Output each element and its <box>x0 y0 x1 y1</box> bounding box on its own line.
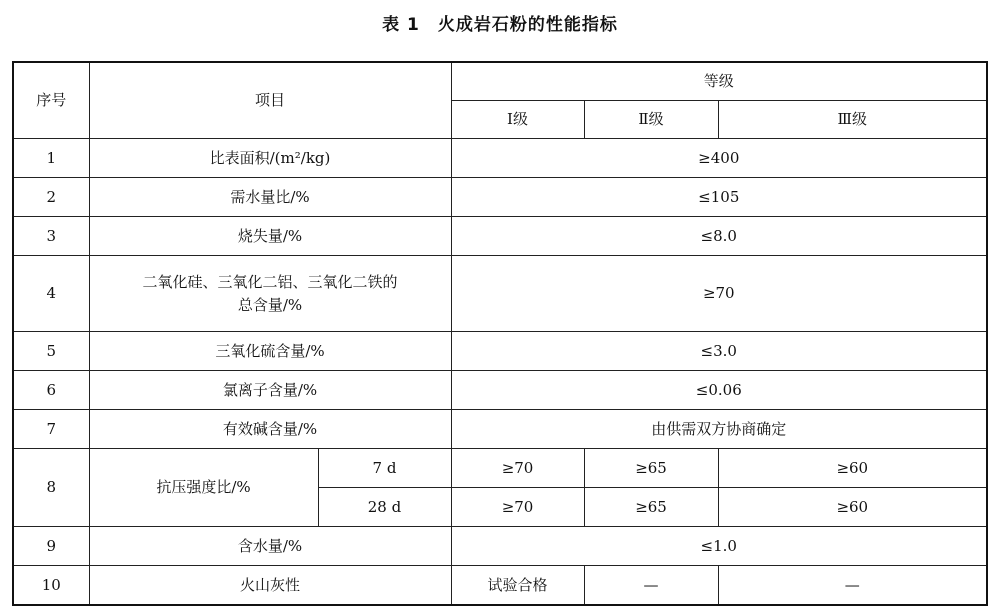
row-item-line-1: 二氧化硅、三氧化二铝、三氧化二铁的 <box>142 273 398 291</box>
row-item: 火山灰性 <box>89 566 451 606</box>
table-row <box>13 217 987 256</box>
table-row <box>13 410 987 449</box>
table-row <box>13 371 987 410</box>
row-value: ≤8.0 <box>451 217 987 256</box>
row-seq: 5 <box>13 332 89 371</box>
row-grade-3: ≥60 <box>718 449 987 488</box>
performance-table <box>12 61 988 606</box>
row-grade-2: ≥65 <box>584 449 718 488</box>
row-value: ≥70 <box>451 256 987 332</box>
row-seq: 6 <box>13 371 89 410</box>
row-seq: 10 <box>13 566 89 606</box>
row-grade-1: 试验合格 <box>451 566 584 606</box>
table-row <box>13 332 987 371</box>
row-item: 氯离子含量/% <box>89 371 451 410</box>
table-row <box>13 527 987 566</box>
row-value: ≤3.0 <box>451 332 987 371</box>
row-item: 含水量/% <box>89 527 451 566</box>
row-item: 三氧化硫含量/% <box>89 332 451 371</box>
header-item: 项目 <box>89 62 451 139</box>
table-title <box>0 10 1000 35</box>
row-item: 烧失量/% <box>89 217 451 256</box>
row-value: ≥400 <box>451 139 987 178</box>
row-age: 7 d <box>318 449 451 488</box>
row-grade-1: ≥70 <box>451 488 584 527</box>
table-row <box>13 178 987 217</box>
row-value: ≤1.0 <box>451 527 987 566</box>
row-seq: 1 <box>13 139 89 178</box>
row-seq: 8 <box>13 449 89 527</box>
row-value: ≤105 <box>451 178 987 217</box>
row-item: 比表面积/(m²/kg) <box>89 139 451 178</box>
row-item: 需水量比/% <box>89 178 451 217</box>
row-item: 抗压强度比/% <box>89 449 318 527</box>
row-seq: 3 <box>13 217 89 256</box>
row-grade-2: ≥65 <box>584 488 718 527</box>
table-row <box>13 139 987 178</box>
row-grade-3: ≥60 <box>718 488 987 527</box>
header-seq: 序号 <box>13 62 89 139</box>
row-seq: 7 <box>13 410 89 449</box>
row-item: 有效碱含量/% <box>89 410 451 449</box>
row-seq: 2 <box>13 178 89 217</box>
row-seq: 4 <box>13 256 89 332</box>
table-caption: 火成岩石粉的性能指标 <box>437 15 618 35</box>
row-grade-2: — <box>584 566 718 606</box>
header-row-1 <box>13 62 987 101</box>
header-grade-1: Ⅰ级 <box>451 101 584 139</box>
row-value: 由供需双方协商确定 <box>451 410 987 449</box>
header-grade: 等级 <box>451 62 987 101</box>
table-row <box>13 449 987 488</box>
row-grade-3: — <box>718 566 987 606</box>
row-value: ≤0.06 <box>451 371 987 410</box>
table-row <box>13 566 987 606</box>
row-grade-1: ≥70 <box>451 449 584 488</box>
row-item <box>89 256 451 332</box>
table-number: 表 1 <box>382 15 420 35</box>
header-grade-2: Ⅱ级 <box>584 101 718 139</box>
row-age: 28 d <box>318 488 451 527</box>
row-seq: 9 <box>13 527 89 566</box>
row-item-line-2: 总含量/% <box>237 295 303 314</box>
table-row <box>13 256 987 332</box>
header-grade-3: Ⅲ级 <box>718 101 987 139</box>
